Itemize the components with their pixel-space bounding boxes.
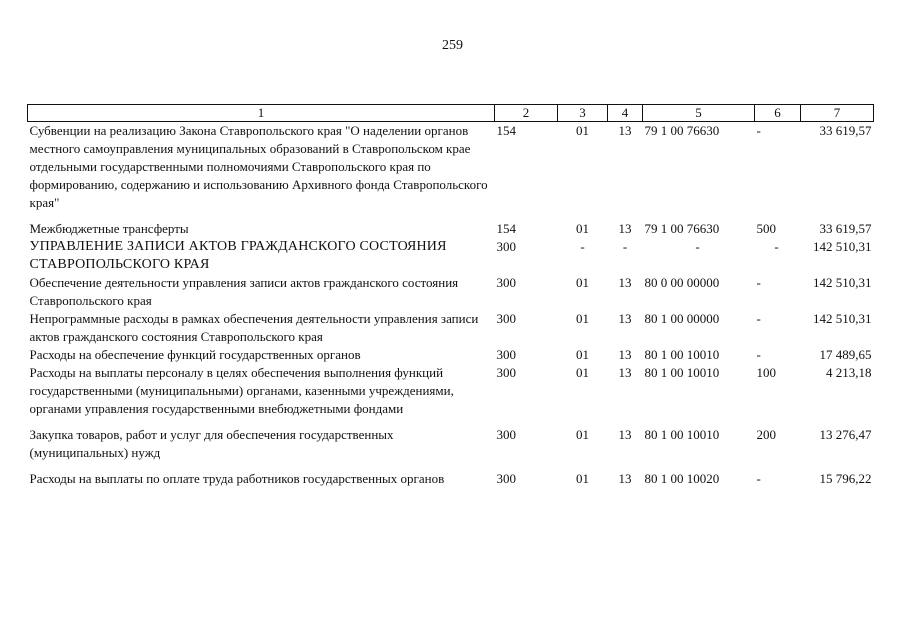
row-admin-code: 300: [496, 347, 516, 362]
row-sum: 142 510,31: [813, 311, 872, 326]
table-header-row: [28, 105, 874, 122]
table-row: [28, 122, 874, 221]
row-sum: 15 796,22: [819, 471, 872, 486]
row-admin-code: 300: [496, 471, 516, 486]
row-name: УПРАВЛЕНИЕ ЗАПИСИ АКТОВ ГРАЖДАНСКОГО СОСТОЯНИЯ СТАВРОПОЛЬСКОГО КРАЯ: [29, 239, 447, 272]
row-admin-code: 300: [496, 427, 516, 442]
row-subsection: 13: [618, 347, 632, 362]
row-section: 01: [576, 471, 589, 486]
row-admin-code: 154: [496, 123, 516, 138]
row-section: 01: [576, 123, 589, 138]
column-header: 1: [28, 105, 495, 122]
table-row: [28, 346, 874, 364]
table-row: [28, 426, 874, 470]
row-subsection: 13: [618, 427, 632, 442]
row-name: Непрограммные расходы в рамках обеспечения деятельности управления записи актов гражданского состояния Ставропольского края: [29, 311, 479, 344]
row-sum: 17 489,65: [819, 347, 872, 362]
row-target-code: 80 1 00 10010: [644, 365, 720, 380]
row-subsection: 13: [618, 221, 632, 236]
row-expense-type: -: [756, 123, 761, 138]
row-section: 01: [576, 365, 589, 380]
row-name: Межбюджетные трансферты: [29, 221, 189, 236]
row-section: 01: [576, 221, 589, 236]
row-sum: 13 276,47: [819, 427, 872, 442]
row-name: Расходы на выплаты по оплате труда работников государственных органов: [29, 471, 445, 486]
row-expense-type: 100: [756, 365, 776, 380]
row-expense-type: 500: [756, 221, 776, 236]
row-expense-type: -: [756, 275, 761, 290]
row-admin-code: 300: [496, 239, 516, 254]
row-name: Закупка товаров, работ и услуг для обеспечения государственных (муниципальных) нужд: [29, 427, 394, 460]
row-sum: 33 619,57: [819, 123, 872, 138]
row-name: Обеспечение деятельности управления записи актов гражданского состояния Ставропольского края: [29, 275, 459, 308]
row-subsection: 13: [618, 123, 632, 138]
row-subsection: -: [622, 239, 628, 254]
column-header: 6: [755, 105, 801, 122]
row-name: Расходы на выплаты персоналу в целях обеспечения выполнения функций государственными (муниципальными) органами, казенными учреждениями, органами управления государственными внебюджетными фондами: [29, 365, 454, 416]
row-admin-code: 300: [496, 311, 516, 326]
row-target-code: -: [695, 239, 700, 254]
row-target-code: 80 1 00 10010: [644, 427, 720, 442]
row-expense-type: 200: [756, 427, 776, 442]
row-name: Субвенции на реализацию Закона Ставропольского края "О наделении органов местного самоуправления муниципальных образований в Ставропольском крае отдельными государственными полномочиями Ставропольского края по формированию, содержанию и использованию Архивного фонда Ставропольского края": [29, 123, 488, 210]
row-section: 01: [576, 427, 589, 442]
row-sum: 33 619,57: [819, 221, 872, 236]
row-admin-code: 154: [496, 221, 516, 236]
row-target-code: 79 1 00 76630: [644, 123, 720, 138]
row-sum: 142 510,31: [813, 239, 872, 254]
row-expense-type: -: [756, 347, 761, 362]
row-target-code: 80 1 00 10020: [644, 471, 720, 486]
row-section: 01: [576, 347, 589, 362]
row-name: Расходы на обеспечение функций государственных органов: [29, 347, 361, 362]
column-header: 3: [558, 105, 608, 122]
row-expense-type: -: [774, 239, 779, 254]
row-target-code: 79 1 00 76630: [644, 221, 720, 236]
row-expense-type: -: [756, 471, 761, 486]
column-header: 5: [643, 105, 755, 122]
row-admin-code: 300: [496, 275, 516, 290]
column-header: 7: [801, 105, 874, 122]
table-row: [28, 238, 874, 274]
page-number: 259: [442, 38, 463, 53]
row-section: 01: [576, 311, 589, 326]
row-section: -: [580, 239, 585, 254]
row-expense-type: -: [756, 311, 761, 326]
column-header: 2: [495, 105, 558, 122]
row-section: 01: [576, 275, 589, 290]
row-subsection: 13: [618, 311, 632, 326]
table-row: [28, 470, 874, 488]
row-target-code: 80 1 00 10010: [644, 347, 720, 362]
row-admin-code: 300: [496, 365, 516, 380]
row-sum: 142 510,31: [813, 275, 872, 290]
table-row: [28, 220, 874, 238]
table-row: [28, 310, 874, 346]
row-target-code: 80 0 00 00000: [644, 275, 720, 290]
column-header: 4: [608, 105, 643, 122]
budget-table: [27, 104, 874, 488]
row-subsection: 13: [618, 471, 632, 486]
row-subsection: 13: [618, 275, 632, 290]
row-sum: 4 213,18: [826, 365, 872, 380]
table-row: [28, 274, 874, 310]
row-target-code: 80 1 00 00000: [644, 311, 720, 326]
table-row: [28, 364, 874, 426]
row-subsection: 13: [618, 365, 632, 380]
